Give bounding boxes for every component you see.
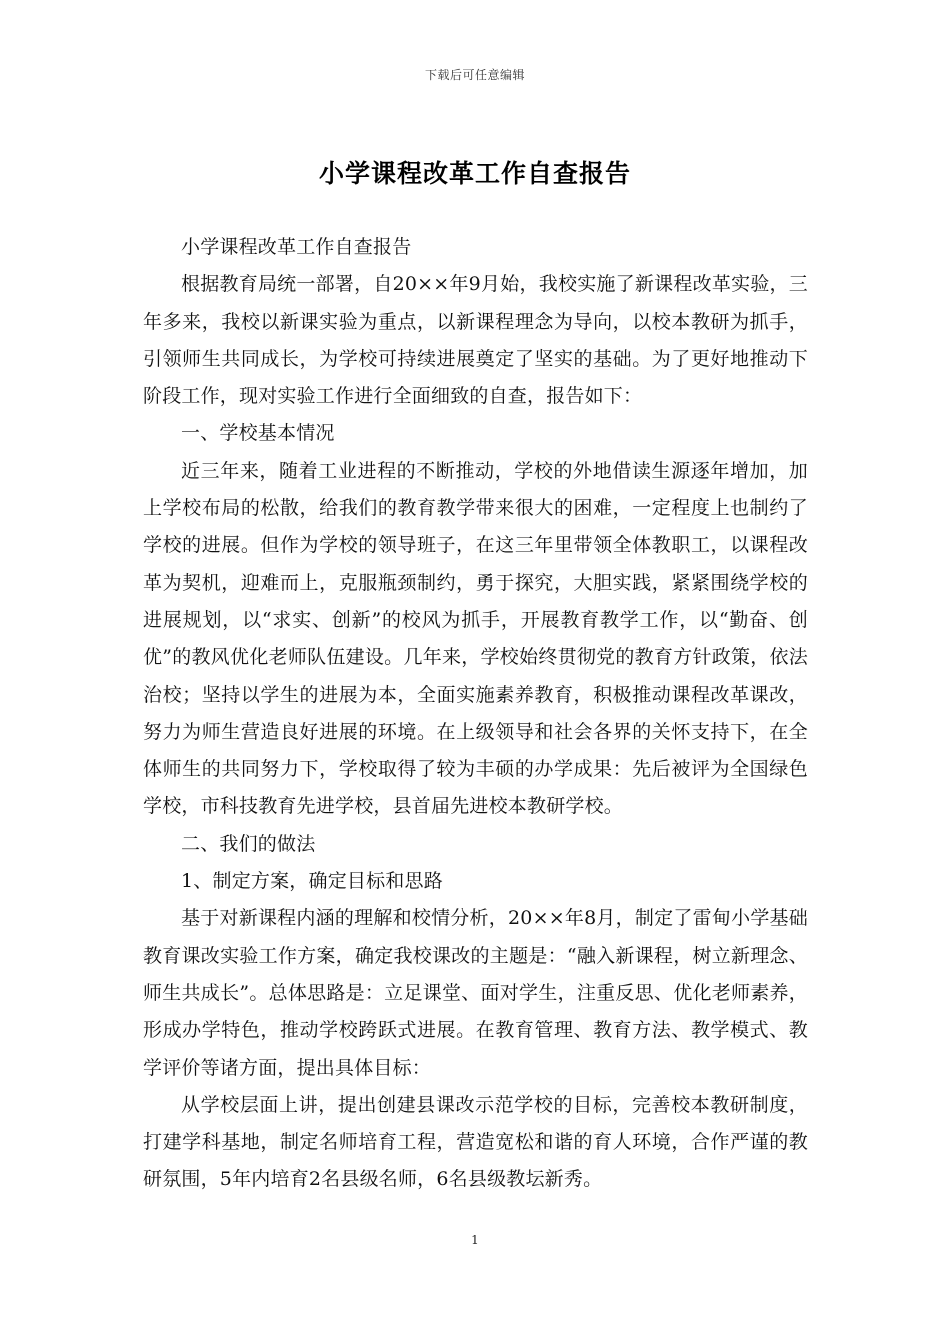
- paragraph-school-level-goals: 从学校层面上讲，提出创建县课改示范学校的目标，完善校本教研制度，打建学科基地，制定名师培育工程，营造宽松和谐的育人环境，合作严谨的教研氛围，5年内培育2名县级名师，6名县级教坛新秀。: [143, 1093, 808, 1191]
- paragraph-basic-situation: 近三年来，随着工业进程的不断推动，学校的外地借读生源逐年增加，加上学校布局的松散，给我们的教育教学带来很大的困难，一定程度上也制约了学校的进展。但作为学校的领导班子，在这三年里带领全体教职工，以课程改革为契机，迎难而上，克服瓶颈制约，勇于探究，大胆实践，紧紧围绕学校的进展规划，以“求实、创新”的校风为抓手，开展教育教学工作，以“勤奋、创优”的教风优化老师队伍建设。几年来，学校始终贯彻党的教育方针政策，依法治校；坚持以学生的进展为本，全面实施素养教育，积极推动课程改革课改，努力为师生营造良好进展的环境。在上级领导和社会各界的关怀支持下，在全体师生的共同努力下，学校取得了较为丰硕的办学成果：先后被评为全国绿色学校，市科技教育先进学校，县首届先进校本教研学校。: [143, 459, 808, 818]
- paragraph-intro: 根据教育局统一部署，自20××年9月始，我校实施了新课程改革实验，三年多来，我校以新课实验为重点，以新课程理念为导向，以校本教研为抓手，引领师生共同成长，为学校可持续进展奠定了坚实的基础。为了更好地推动下阶段工作，现对实验工作进行全面细致的自查，报告如下：: [143, 273, 808, 408]
- paragraph-subtitle: 小学课程改革工作自查报告: [181, 236, 412, 258]
- document-title: 小学课程改革工作自查报告: [318, 159, 631, 188]
- page-number: 1: [471, 1233, 479, 1247]
- section-heading-our-approach: 二、我们的做法: [181, 832, 316, 855]
- subsection-heading-plan: 1、制定方案，确定目标和思路: [181, 870, 443, 893]
- section-heading-basic-situation: 一、学校基本情况: [181, 422, 335, 445]
- document-body: [143, 229, 808, 1199]
- header-note: 下载后可任意编辑: [424, 68, 525, 82]
- paragraph-plan: 基于对新课程内涵的理解和校情分析，20××年8月，制定了雷甸小学基础教育课改实验工作方案，确定我校课改的主题是：“融入新课程，树立新理念、师生共成长”。总体思路是：立足课堂、面对学生，注重反思、优化老师素养，形成办学特色，推动学校跨跃式进展。在教育管理、教育方法、教学模式、教学评价等诸方面，提出具体目标：: [143, 907, 808, 1079]
